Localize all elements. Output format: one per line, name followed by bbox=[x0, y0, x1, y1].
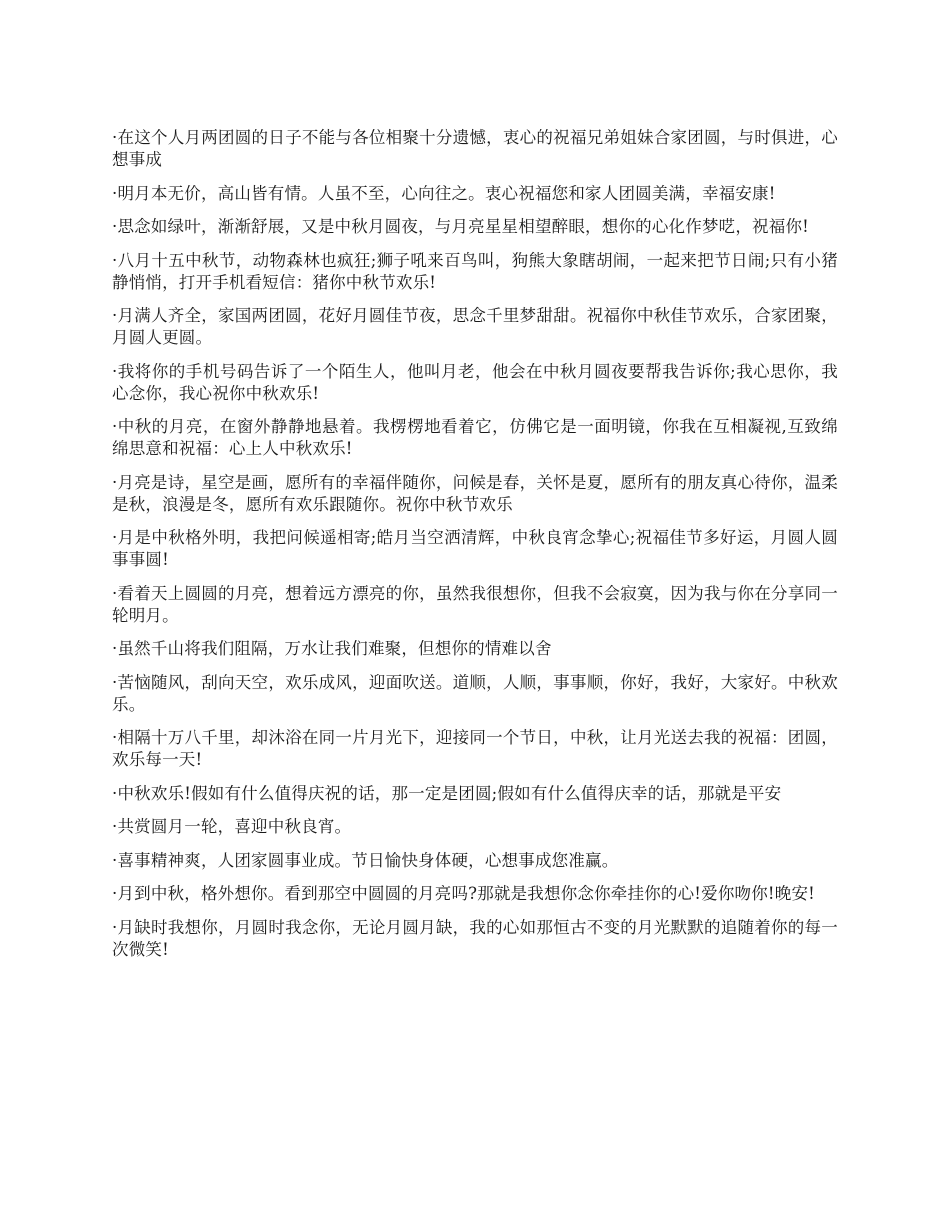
blessing-item: ·我将你的手机号码告诉了一个陌生人，他叫月老，他会在中秋月圆夜要帮我告诉你;我心思你，我心念你，我心祝你中秋欢乐! bbox=[112, 361, 838, 403]
blessing-item: ·苦恼随风，刮向天空，欢乐成风，迎面吹送。道顺，人顺，事事顺，你好，我好，大家好。中秋欢乐。 bbox=[112, 672, 838, 714]
blessing-item: ·明月本无价，高山皆有情。人虽不至，心向往之。衷心祝福您和家人团圆美满，幸福安康! bbox=[112, 183, 776, 203]
blessing-item: ·月亮是诗，星空是画，愿所有的幸福伴随你，问候是春，关怀是夏，愿所有的朋友真心待你，温柔是秋，浪漫是冬，愿所有欢乐跟随你。祝你中秋节欢乐 bbox=[112, 472, 838, 514]
blessing-item: ·虽然千山将我们阻隔，万水让我们难聚，但想你的情难以舍 bbox=[112, 639, 552, 658]
blessing-item: ·月满人齐全，家国两团圆，花好月圆佳节夜，思念千里梦甜甜。祝福你中秋佳节欢乐，合家团聚，月圆人更圆。 bbox=[112, 306, 838, 347]
blessing-item: ·月是中秋格外明，我把问候遥相寄;皓月当空洒清辉，中秋良宵念挚心;祝福佳节多好运，月圆人圆事事圆! bbox=[112, 528, 838, 569]
blessing-item: ·在这个人月两团圆的日子不能与各位相聚十分遗憾，衷心的祝福兄弟姐妹合家团圆，与时俱进，心想事成 bbox=[112, 128, 838, 169]
blessing-item: ·看着天上圆圆的月亮，想着远方漂亮的你，虽然我很想你，但我不会寂寞，因为我与你在分享同一轮明月。 bbox=[112, 583, 838, 625]
blessing-item: ·月到中秋，格外想你。看到那空中圆圆的月亮吗?那就是我想你念你牵挂你的心!爱你吻你!晚安! bbox=[112, 884, 815, 903]
blessing-item: ·月缺时我想你，月圆时我念你，无论月圆月缺，我的心如那恒古不变的月光默默的追随着你的每一次微笑! bbox=[112, 917, 838, 959]
blessing-item: ·喜事精神爽，人团家圆事业成。节日愉快身体硬，心想事成您准赢。 bbox=[112, 850, 619, 870]
blessing-item: ·相隔十万八千里，却沐浴在同一片月光下，迎接同一个节日，中秋，让月光送去我的祝福：团圆，欢乐每一天! bbox=[112, 728, 838, 769]
blessing-item: ·思念如绿叶，渐渐舒展，又是中秋月圆夜，与月亮星星相望醉眼，想你的心化作梦呓，祝福你! bbox=[112, 217, 809, 236]
blessing-item: ·中秋欢乐!假如有什么值得庆祝的话，那一定是团圆;假如有什么值得庆幸的话，那就是平安 bbox=[112, 783, 782, 803]
blessing-item: ·八月十五中秋节，动物森林也疯狂;狮子吼来百鸟叫，狗熊大象瞎胡闹，一起来把节日闹;只有小猪静悄悄，打开手机看短信：猪你中秋节欢乐! bbox=[112, 250, 838, 292]
blessing-item: ·中秋的月亮，在窗外静静地悬着。我楞楞地看着它，仿佛它是一面明镜，你我在互相凝视,互致绵绵思意和祝福：心上人中秋欢乐! bbox=[112, 417, 838, 458]
blessing-list bbox=[112, 127, 838, 961]
blessing-item: ·共赏圆月一轮，喜迎中秋良宵。 bbox=[112, 817, 352, 836]
